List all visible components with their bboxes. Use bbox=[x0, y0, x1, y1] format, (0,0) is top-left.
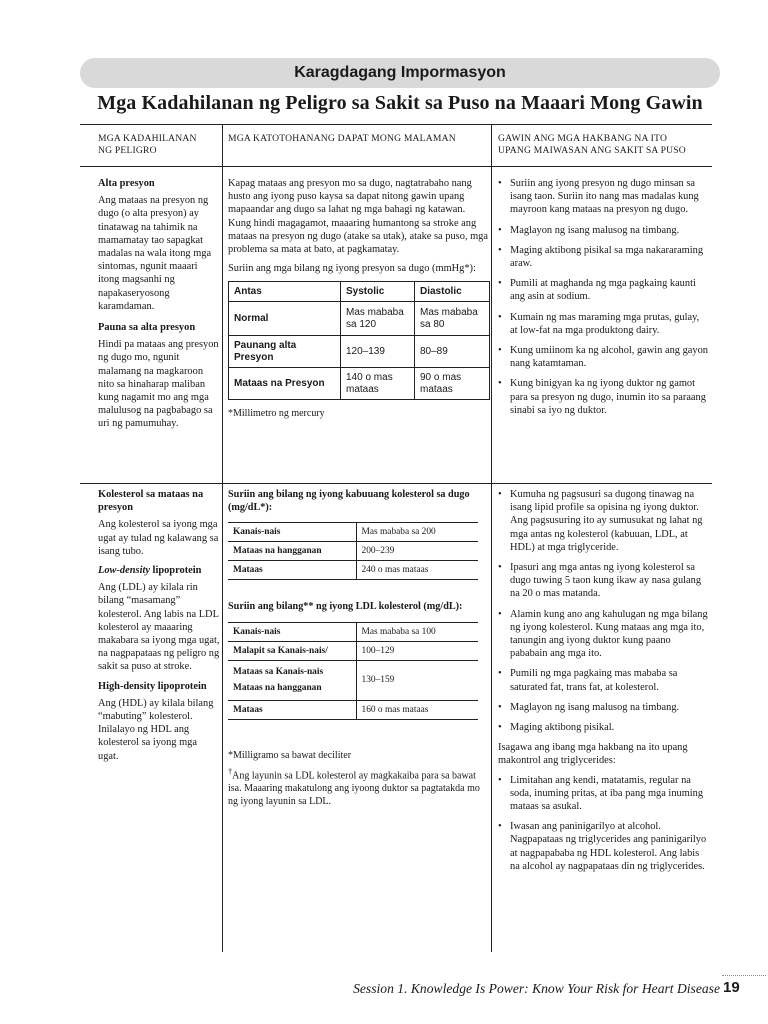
page-number: 19 bbox=[723, 979, 740, 996]
bp-col-diastolic: Diastolic bbox=[415, 282, 490, 302]
ldl-title-rest: lipoprotein bbox=[149, 565, 202, 577]
footer-dotted-rule bbox=[722, 975, 766, 976]
table-row bbox=[228, 561, 478, 580]
list-item: • Alamin kung ano ang kahulugan ng mga bilang ng iyong kolesterol. Kung mataas ang mga ito, tanungin ang iyong duktor kung paano pababain ang mga ito. bbox=[498, 608, 708, 661]
bp-diastolic: Mas mababa sa 80 bbox=[415, 302, 490, 336]
prehypertension-title: Pauna sa alta presyon bbox=[98, 322, 196, 334]
list-item: • Maging aktibong pisikal sa mga nakararaming araw. bbox=[498, 244, 708, 270]
bp-table-header-row bbox=[229, 282, 490, 302]
chol-value: 240 o mas mataas bbox=[356, 561, 478, 580]
bp-steps-cell bbox=[498, 177, 708, 424]
chol-risk-cell bbox=[98, 488, 220, 769]
list-item: • Iwasan ang paninigarilyo at alcohol. Nagpapataas ng triglycerides ang paninigarilyo at nagpapababa ng HDL kolesterol. Ang labis na alcohol ay nagpapataas din ng triglycerides. bbox=[498, 820, 708, 873]
table-row bbox=[228, 523, 478, 542]
bp-risk-cell bbox=[98, 177, 220, 437]
chol-steps-list bbox=[498, 488, 708, 734]
prehypertension-text: Hindi pa mataas ang presyon ng dugo mo, ngunit malamang na magkaroon nito sa hinaharap maliban kung nagamit mo ang mga malulusog na pagbabago sa uri ng pamumuhay. bbox=[98, 339, 219, 430]
list-item: • Maglayon ng isang malusog na timbang. bbox=[498, 701, 708, 714]
bp-col-systolic: Systolic bbox=[341, 282, 415, 302]
header-facts: MGA KATOTOHANANG DAPAT MONG MALAMAN bbox=[228, 133, 456, 144]
chol-footnote-2 bbox=[228, 766, 490, 808]
ldl-title-italic: Low-density bbox=[98, 565, 150, 577]
page-footer: Session 1. Knowledge Is Power: Know Your Risk for Heart Disease bbox=[353, 981, 720, 996]
bp-steps-list bbox=[498, 177, 708, 417]
bp-risk-title: Alta presyon bbox=[98, 178, 155, 189]
ldl-level: Mataas bbox=[228, 700, 356, 719]
header-steps-line2: UPANG MAIWASAN ANG SAKIT SA PUSO bbox=[498, 145, 686, 156]
table-row bbox=[229, 336, 490, 368]
risk-factor-table bbox=[80, 122, 720, 950]
dagger-mark: † bbox=[228, 767, 233, 777]
bp-check-text: Suriin ang mga bilang ng iyong presyon sa dugo (mmHg*): bbox=[228, 263, 476, 275]
column-divider-2 bbox=[491, 124, 492, 952]
header-risk-factors-line1: MGA KADAHILANAN bbox=[98, 133, 197, 144]
bp-facts-cell bbox=[228, 177, 490, 421]
ldl-chol-table bbox=[228, 622, 478, 720]
table-row bbox=[229, 302, 490, 336]
table-row bbox=[228, 660, 478, 700]
bp-levels-table bbox=[228, 281, 490, 400]
bp-footnote: *Millimetro ng mercury bbox=[228, 408, 325, 420]
banner-text: Karagdagang Impormasyon bbox=[294, 64, 506, 81]
ldl-level: Mataas sa Kanais-nais Mataas na hangganan bbox=[228, 660, 356, 700]
bp-col-level: Antas bbox=[229, 282, 341, 302]
ldl-value: 100–129 bbox=[356, 641, 478, 660]
hdl-text: Ang (HDL) ay kilala bilang “mabuting” kolesterol. Inilalayo ng HDL ang kolesterol sa iyong mga ugat. bbox=[98, 697, 214, 762]
chol-value: Mas mababa sa 200 bbox=[356, 523, 478, 542]
bp-diastolic: 90 o mas mataas bbox=[415, 368, 490, 400]
bp-systolic: Mas mababa sa 120 bbox=[341, 302, 415, 336]
list-item: • Kung binigyan ka ng iyong duktor ng gamot para sa presyon ng dugo, inumin ito sa paraang sinabi sa iyo ng duktor. bbox=[498, 377, 708, 417]
bp-risk-text: Ang mataas na presyon ng dugo (o alta presyon) ay tinatawag na tahimik na mamamatay tao sapagkat madalas na wala itong mga sintomas, ngunit maaari itong magsanhi ng napakaseryosong karamdaman. bbox=[98, 195, 212, 312]
list-item: • Pumili at maghanda ng mga pagkaing kaunti ang asin at sodium. bbox=[498, 277, 708, 303]
bp-diastolic: 80–89 bbox=[415, 336, 490, 368]
table-row bbox=[228, 542, 478, 561]
chol-risk-text: Ang kolesterol sa iyong mga ugat ay tulad ng kalawang sa isang tubo. bbox=[98, 519, 219, 557]
header-steps-line1: GAWIN ANG MGA HAKBANG NA ITO bbox=[498, 133, 668, 144]
chol-footnote-1: *Milligramo sa bawat deciliter bbox=[228, 749, 352, 761]
column-divider-1 bbox=[222, 124, 223, 952]
list-item: • Suriin ang iyong presyon ng dugo minsan sa isang taon. Suriin ito nang mas madalas kung mayroon kang mataas na presyon ng dugo. bbox=[498, 177, 708, 217]
chol-level: Mataas bbox=[228, 561, 356, 580]
chol-footnote-2-text: Ang layunin sa LDL kolesterol ay magkakaiba para sa bawat isa. Maaaring makatulong ang iyoong duktor sa pagtatakda mo ng iyong layunin sa LDL. bbox=[228, 770, 480, 807]
ldl-value: 130–159 bbox=[356, 660, 478, 700]
chol-risk-title: Kolesterol sa mataas na presyon bbox=[98, 489, 204, 514]
ldl-text: Ang (LDL) ay kilala rin bilang “masamang” kolesterol. Ang labis na LDL kolesterol ay maaaring makabara sa iyong mga ugat, na nagpapataas ng peligro ng sakit sa puso at stroke. bbox=[98, 582, 220, 673]
row-divider bbox=[80, 483, 712, 484]
list-item: • Pumili ng mga pagkaing mas mababa sa saturated fat, trans fat, at kolesterol. bbox=[498, 667, 708, 693]
triglyceride-intro: Isagawa ang ibang mga hakbang na ito upang makontrol ang triglycerides: bbox=[498, 742, 688, 767]
list-item: • Kumain ng mas maraming mga prutas, gulay, at low-fat na mga produktong dairy. bbox=[498, 311, 708, 337]
hdl-title: High-density lipoprotein bbox=[98, 680, 207, 692]
table-row bbox=[228, 700, 478, 719]
triglyceride-steps-list bbox=[498, 774, 708, 873]
section-banner bbox=[80, 58, 720, 88]
list-item: • Ipasuri ang mga antas ng iyong kolesterol sa dugo tuwing 5 taon kung ikaw ay nasa gulang na 20 o mas matanda. bbox=[498, 561, 708, 601]
chol-value: 200–239 bbox=[356, 542, 478, 561]
ldl-level: Malapit sa Kanais-nais/ bbox=[228, 641, 356, 660]
total-chol-table bbox=[228, 522, 478, 580]
list-item: • Limitahan ang kendi, matatamis, regular na soda, inuming pritas, at iba pang mga inuming mataas sa asukal. bbox=[498, 774, 708, 814]
table-row bbox=[229, 368, 490, 400]
chol-level: Mataas na hangganan bbox=[228, 542, 356, 561]
header-bottom-rule bbox=[80, 166, 712, 167]
header-risk-factors bbox=[98, 133, 220, 157]
list-item: • Kumuha ng pagsusuri sa dugong tinawag na isang lipid profile sa opisina ng iyong duktor. Ang pagsusuring ito ay sumusukat ng lahat ng mga antas ng kolesterol (kabuuan, LDL, at HDL) at mga triglyceride. bbox=[498, 488, 708, 554]
ldl-level: Kanais-nais bbox=[228, 622, 356, 641]
list-item: • Maging aktibong pisikal. bbox=[498, 721, 708, 734]
bp-level: Paunang alta Presyon bbox=[229, 336, 341, 368]
chol-level: Kanais-nais bbox=[228, 523, 356, 542]
bp-level: Mataas na Presyon bbox=[229, 368, 341, 400]
bp-systolic: 120–139 bbox=[341, 336, 415, 368]
bp-level: Normal bbox=[229, 302, 341, 336]
header-steps bbox=[498, 133, 710, 157]
table-top-rule bbox=[80, 124, 712, 125]
ldl-chol-heading: Suriin ang bilang** ng iyong LDL kolesterol (mg/dL): bbox=[228, 601, 463, 613]
page-title: Mga Kadahilanan ng Peligro sa Sakit sa Puso na Maaari Mong Gawin bbox=[97, 92, 703, 114]
list-item: • Maglayon ng isang malusog na timbang. bbox=[498, 224, 708, 237]
bp-systolic: 140 o mas mataas bbox=[341, 368, 415, 400]
table-row bbox=[228, 641, 478, 660]
ldl-title bbox=[98, 564, 220, 577]
total-chol-heading: Suriin ang bilang ng iyong kabuuang kolesterol sa dugo (mg/dL*): bbox=[228, 489, 470, 514]
ldl-value: Mas mababa sa 100 bbox=[356, 622, 478, 641]
header-risk-factors-line2: NG PELIGRO bbox=[98, 145, 157, 156]
list-item: • Kung umiinom ka ng alcohol, gawin ang gayon nang katamtaman. bbox=[498, 344, 708, 370]
table-row bbox=[228, 622, 478, 641]
ldl-value: 160 o mas mataas bbox=[356, 700, 478, 719]
chol-facts-cell bbox=[228, 488, 490, 808]
bp-facts-text: Kapag mataas ang presyon mo sa dugo, nagtatrabaho nang husto ang iyong puso kaysa sa dapat nitong gawin upang mapaandar ang dugo sa lahat ng mga bahagi ng katawan. Kung hindi magagamot, maaaring humantong sa stroke ang mataas na presyon ng dugo (atake sa utak), atake sa puso, mga problema sa mata at bato, at pagkamatay. bbox=[228, 178, 488, 256]
chol-steps-cell bbox=[498, 488, 708, 880]
